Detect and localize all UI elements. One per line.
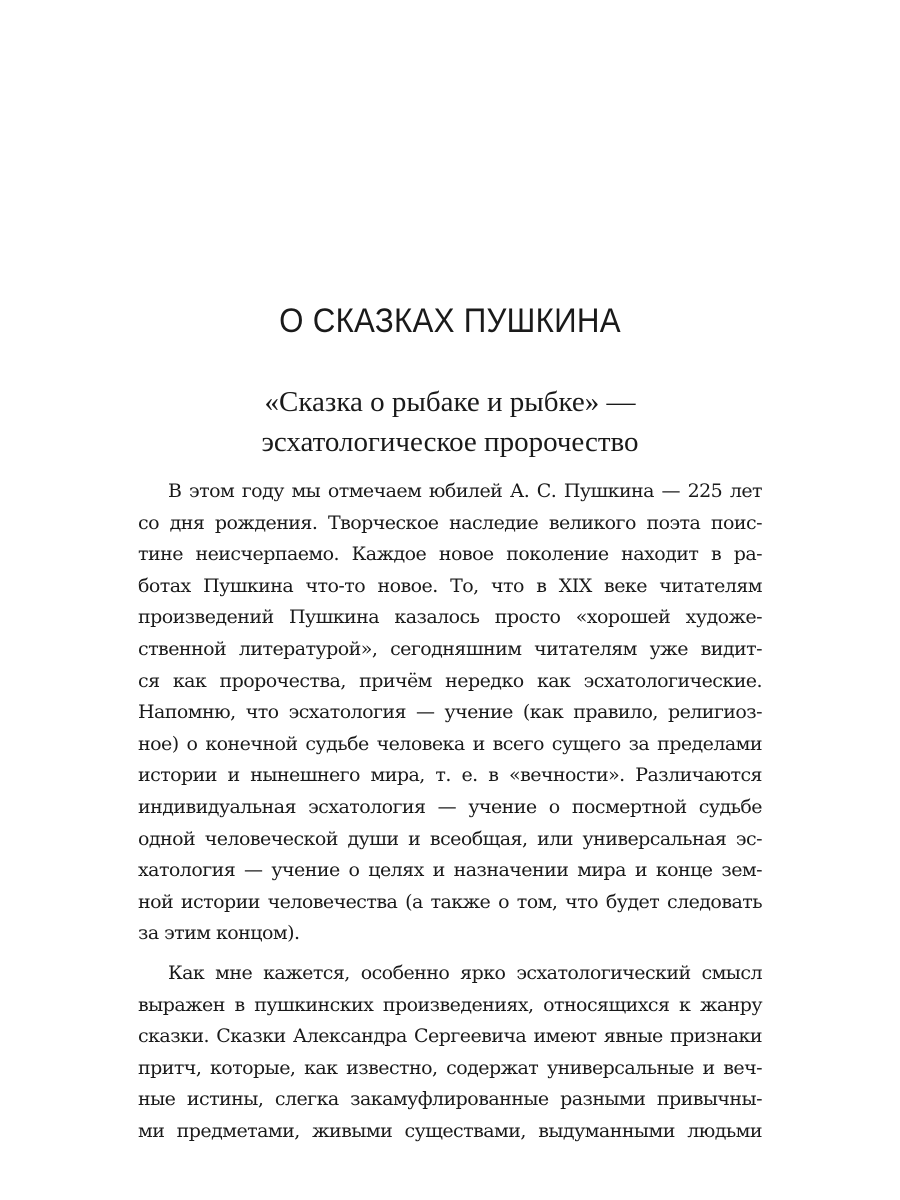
text-line: ся как пророчества, причём нередко как эсхатологические. — [138, 669, 762, 692]
text-line: ственной литературой», сегодняшним читателям уже видит- — [138, 637, 762, 660]
text-line: истории и нынешнего мира, т. е. в «вечности». Различаются — [138, 764, 762, 787]
text-line: ботах Пушкина что-то новое. То, что в XIX веке читателям — [138, 574, 762, 597]
text-line: со дня рождения. Творческое наследие великого поэта поис- — [138, 511, 762, 534]
text-line: ные истины, слегка закамуфлированные разными привычны- — [138, 1088, 762, 1111]
text-line: выражен в пушкинских произведениях, относящихся к жанру — [138, 993, 762, 1016]
paragraph-2 — [138, 958, 762, 1148]
text-line: притч, которые, как известно, содержат универсальные и веч- — [138, 1056, 762, 1079]
text-line: В этом году мы отмечаем юбилей А. С. Пушкина — 225 лет — [168, 480, 762, 502]
text-line: ми предметами, живыми существами, выдуманными людьми — [138, 1119, 762, 1142]
text-line: ной истории человечества (а также о том, что будет следовать — [138, 890, 762, 913]
text-line: индивидуальная эсхатология — учение о посмертной судьбе — [138, 795, 762, 818]
text-line: одной человеческой души и всеобщая, или универсальная эс- — [138, 827, 762, 850]
section-title — [0, 382, 900, 462]
text-line: Напомню, что эсхатология — учение (как правило, религиоз- — [138, 701, 762, 724]
text-line: ное) о конечной судьбе человека и всего сущего за пределами — [138, 732, 762, 755]
section-title-line-2: эсхатологическое пророчество — [261, 426, 639, 458]
chapter-title: О СКАЗКАХ ПУШКИНА — [279, 302, 621, 340]
text-line: произведений Пушкина казалось просто «хорошей художе- — [138, 606, 762, 629]
text-line: хатология — учение о целях и назначении мира и конце зем- — [138, 859, 762, 882]
text-line: за этим концом). — [138, 922, 300, 945]
text-line: сказки. Сказки Александра Сергеевича имеют явные признаки — [138, 1025, 762, 1048]
body-text — [138, 476, 762, 1155]
section-title-line-1: «Сказка о рыбаке и рыбке» — — [264, 386, 636, 418]
paragraph-1 — [138, 476, 762, 950]
text-line: Как мне кажется, особенно ярко эсхатологический смысл — [168, 961, 762, 984]
text-line: тине неисчерпаемо. Каждое новое поколение находит в ра- — [138, 543, 762, 566]
